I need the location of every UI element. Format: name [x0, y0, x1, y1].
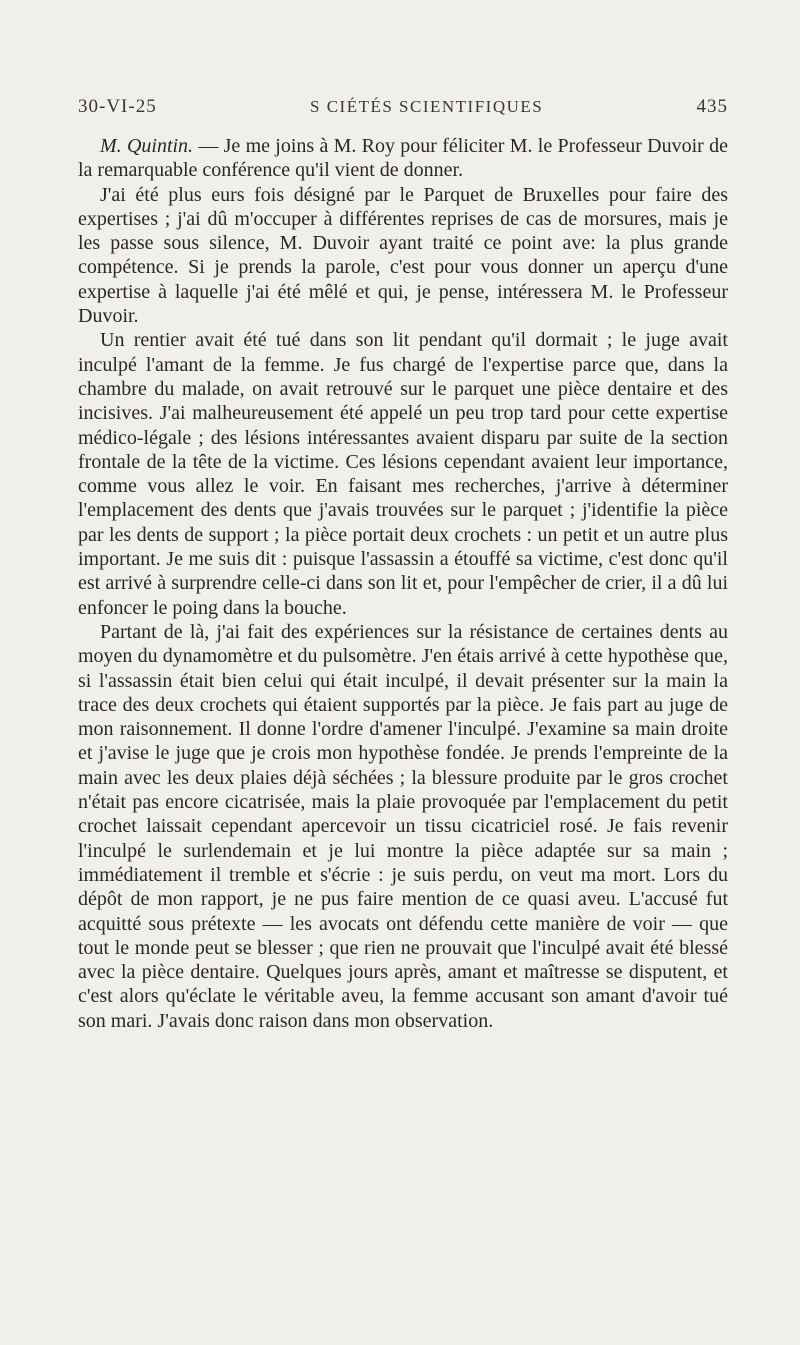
paragraph-4: Partant de là, j'ai fait des expériences sur la résistance de certaines dents au moyen du dynamomètre et du pulsomètre. J'en étais arrivé à cette hypothèse que, si l'assassin était bien celui qui était inculpé, il devait présenter sur la main la trace des deux crochets qui étaient supportés par la pièce. Je fais part au juge de mon raisonnement. Il donne l'ordre d'amener l'inculpé. J'examine sa main droite et j'avise le juge que je crois mon hypothèse fondée. Je prends l'empreinte de la main avec les deux plaies déjà séchées ; la blessure produite par le gros crochet n'était pas encore cicatrisée, mais la plaie provoquée par l'emplacement du petit crochet laissait cependant apercevoir un tissu cicatriciel rosé. Je fais revenir l'inculpé le surlendemain et je lui montre la pièce adaptée sur sa main ; immédiatement il tremble et s'écrie : je suis perdu, on veut ma mort. Lors du dépôt de mon rapport, je ne pus faire mention de ce quasi aveu. L'accusé fut acquitté sous prétexte — les avocats ont défendu cette manière de voir — que tout le monde peut se blesser ; que rien ne prouvait que l'inculpé avait été blessé avec la pièce dentaire. Quelques jours après, amant et maîtresse se disputent, et c'est alors qu'éclate le véritable aveu, la femme accusant son amant d'avoir tué son mari. J'avais donc raison dans mon observation.	[78, 620, 728, 1032]
document-page	[78, 96, 728, 1033]
page-number: 435	[696, 96, 728, 117]
running-header	[78, 96, 728, 126]
paragraph-1	[78, 134, 728, 183]
speaker-name: M. Quintin.	[100, 135, 194, 157]
header-title: S CIÉTÉS SCIENTIFIQUES	[309, 97, 544, 116]
paragraph-1-text: — Je me joins à M. Roy pour féliciter M. le Professeur Duvoir de la remarquable conférence qu'il vient de donner.	[78, 135, 728, 182]
body-text	[78, 134, 728, 1033]
header-date: 30-VI-25	[78, 96, 157, 117]
paragraph-2: J'ai été plus eurs fois désigné par le Parquet de Bruxelles pour faire des expertises ; j'ai dû m'occuper à différentes reprises de cas de morsures, mais je les passe sous silence, M. Duvoir ayant traité ce point ave: la plus grande compétence. Si je prends la parole, c'est pour vous donner un aperçu d'une expertise à laquelle j'ai été mêlé et qui, je pense, intéressera M. le Professeur Duvoir.	[78, 183, 728, 328]
paragraph-3: Un rentier avait été tué dans son lit pendant qu'il dormait ; le juge avait inculpé l'amant de la femme. Je fus chargé de l'expertise parce que, dans la chambre du malade, on avait retrouvé sur le parquet une pièce dentaire et des incisives. J'ai malheureusement été appelé un peu trop tard pour cette expertise médico-légale ; des lésions intéressantes avaient disparu par suite de la section frontale de la tête de la victime. Ces lésions cependant avaient leur importance, comme vous allez le voir. En faisant mes recherches, j'arrive à déterminer l'emplacement des dents que j'avais trouvées sur le parquet ; j'identifie la pièce par les dents de support ; la pièce portait deux crochets : un petit et un autre plus important. Je me suis dit : puisque l'assassin a étouffé sa victime, c'est donc qu'il est arrivé à surprendre celle-ci dans son lit et, pour l'empêcher de crier, il a dû lui enfoncer le poing dans la bouche.	[78, 329, 728, 619]
